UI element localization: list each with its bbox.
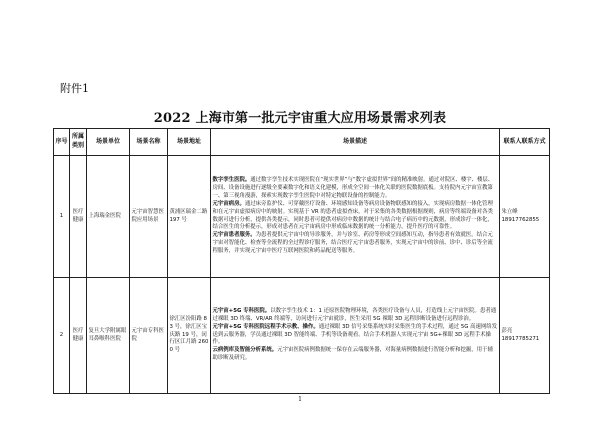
cell-description bbox=[211, 156, 500, 278]
cell-unit: 上海瑞金医院 bbox=[87, 156, 130, 278]
desc-paragraph bbox=[213, 308, 498, 324]
desc-paragraph bbox=[213, 347, 498, 363]
document-title: 2022 上海市第一批元宇宙重大应用场景需求列表 bbox=[153, 111, 447, 126]
table-header-row bbox=[54, 129, 550, 156]
desc-paragraph bbox=[213, 324, 498, 347]
desc-text: 以数字孪生技术 1：1 还原医院物理环境，各类医疗设备与人员，打造线上元宇宙医院。患者通过裸眼 3D 终端、VR/AR 终端等，访问进行元宇宙就诊，医生采用 5G 裸眼 3D 远程诊断设备进行远程诊治。 bbox=[212, 308, 497, 322]
desc-paragraph bbox=[213, 177, 498, 200]
cell-description bbox=[211, 278, 500, 394]
header-scene: 场景名称 bbox=[130, 129, 168, 156]
cell-category: 医疗健康 bbox=[70, 278, 87, 394]
desc-text: 通过数字孪生技术实现医院在“现实世界”与“数字虚拟世界”间的精准映射。通过对院区、楼宇、楼层、房间、设备设施进行逐级全要素数字化和语义化建模，形成全空间一体化关联的医院数据底板。支持院内元宇宙宣教第一、第三视角漫游，探索实现数字孪生医院中对特定物联设备的控制能力。 bbox=[212, 177, 494, 200]
header-no: 序号 bbox=[54, 129, 70, 156]
desc-lead: 元宇宙病房。 bbox=[212, 200, 245, 207]
header-address: 场景地址 bbox=[168, 129, 211, 156]
desc-lead: 云病例库及智能分析系统。 bbox=[212, 347, 278, 354]
desc-paragraph bbox=[213, 201, 498, 232]
desc-text: 为患者提供元宇宙中的导诊服务，并与诊室、药房等形成空间感知互动，指导患者有效就医。结合元宇宙对智能化、检查等全流程的全过程诊疗服务，结合医疗元宇宙患者服务，实现元宇宙中的诊前、诊中、诊后等全流程服务，并实现元宇宙中医疗互联网医院和药品配送等服务。 bbox=[212, 232, 493, 254]
desc-text: 通过裸眼 3D 信号采集系统实时采集医生的手术过程，通过 5G 高速网络发送到云服务器，学员通过裸眼 3D 智能终端、手机等设备观看。结合手术机器人实现元宇宙 5G+裸眼 3D 远程手术操作。 bbox=[212, 323, 498, 346]
header-description: 场景描述 bbox=[211, 129, 500, 156]
cell-contact bbox=[500, 278, 550, 394]
table-row bbox=[54, 156, 550, 278]
cell-address: 黄浦区瑞金二路 197 号 bbox=[168, 156, 211, 278]
cell-contact bbox=[500, 156, 550, 278]
cell-no: 1 bbox=[54, 156, 70, 278]
cell-address: 徐汇区汾阳路 83 号，徐汇区宝庆路 19 号，闵行区江月路 2600 号 bbox=[168, 278, 211, 394]
cell-scene: 元宇宙智慧医院应用场景 bbox=[130, 156, 168, 278]
desc-lead: 元宇宙+5G 专科医院。 bbox=[212, 308, 271, 315]
desc-lead: 元宇宙患者服务。 bbox=[212, 232, 256, 239]
contact-phone: 18917762855 bbox=[501, 216, 540, 223]
desc-text: 通过床旁监护仪、可穿戴医疗设备、环境感知设备等病房设备物联感知的接入，实现病房数据一体化管理和在元宇宙虚拟病房中的映射。实现基于 VR 的患者虚拟查床，对于采集的各类数据根据规则，病房等终端设备对各类数据可进行分析，提供各类提示，同时患者可提供对病房中数据的统计与结合电子病历中的元数据，形成诊疗一体化，结合医生的分析提示，形成对患者在元宇宙病房中形成临床数据的统一分析能力，提升医疗的可靠性。 bbox=[212, 200, 493, 231]
desc-paragraph bbox=[213, 232, 498, 255]
cell-category: 医疗健康 bbox=[70, 156, 87, 278]
requirements-table bbox=[53, 128, 550, 394]
desc-lead: 元宇宙+5G 专科医院远程手术示教、操作。 bbox=[212, 323, 319, 330]
header-category: 所属类别 bbox=[70, 129, 87, 156]
cell-no: 2 bbox=[54, 278, 70, 394]
header-contact: 联系人联系方式 bbox=[500, 129, 550, 156]
desc-text: 元宇宙医院病例数据统一保存在云端服务器，对海量病例数据进行智能分析和挖掘，用于辅助诊断及研究。 bbox=[212, 347, 493, 362]
cell-scene: 元宇宙专科医院 bbox=[130, 278, 168, 394]
contact-name: 彭亮 bbox=[501, 327, 513, 334]
page-number: 1 bbox=[298, 396, 302, 403]
desc-lead: 数字孪生医院。 bbox=[212, 177, 251, 184]
contact-name: 朱立峰 bbox=[501, 208, 518, 215]
cell-unit: 复旦大学附属眼耳鼻喉科医院 bbox=[87, 278, 130, 394]
header-unit: 场景单位 bbox=[87, 129, 130, 156]
table-row bbox=[54, 278, 550, 394]
attachment-label: 附件1 bbox=[60, 82, 89, 95]
contact-phone: 18917785271 bbox=[501, 335, 540, 342]
